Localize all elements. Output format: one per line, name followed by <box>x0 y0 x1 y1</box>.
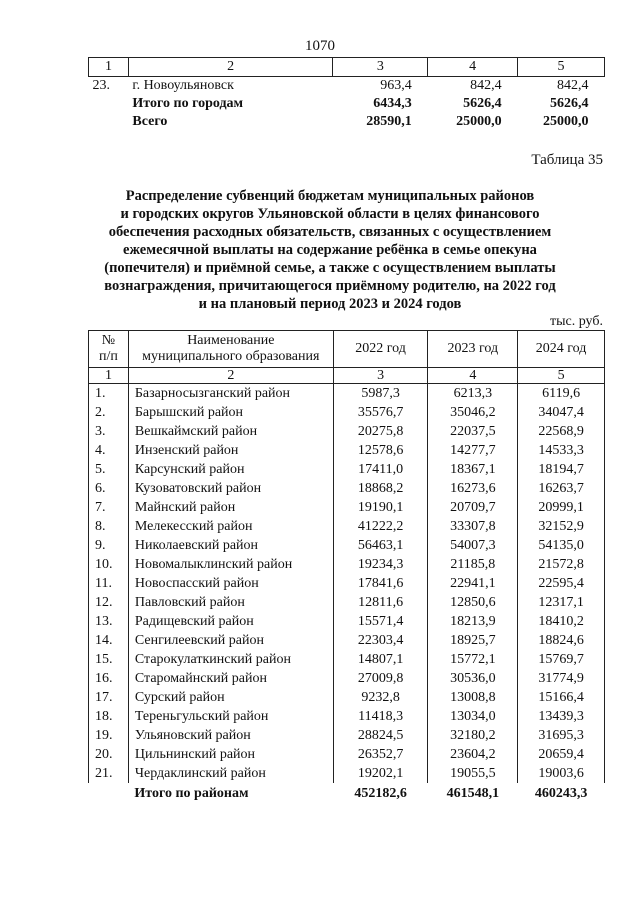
row-value-2024: 14533,3 <box>518 441 605 460</box>
row-value-2024: 12317,1 <box>518 593 605 612</box>
table-row <box>89 612 605 631</box>
table-row <box>89 574 605 593</box>
table-row <box>89 764 605 783</box>
row-value-2023: 35046,2 <box>428 403 518 422</box>
row-name: Карсунский район <box>128 460 333 479</box>
row-value-2023: 6213,3 <box>428 384 518 404</box>
row-index: 18. <box>89 707 129 726</box>
row-index: 19. <box>89 726 129 745</box>
row-value-2022: 963,4 <box>380 78 412 93</box>
row-value-2024: 18194,7 <box>518 460 605 479</box>
row-value-2023: 20709,7 <box>428 498 518 517</box>
title-line: обеспечения расходных обязательств, связанных с осуществлением <box>108 224 552 240</box>
row-name: Базарносызганский район <box>128 384 333 404</box>
row-value-2022: 35576,7 <box>333 403 428 422</box>
table-title <box>95 187 565 313</box>
row-value-2024: 6119,6 <box>518 384 605 404</box>
row-value-2023: 13008,8 <box>428 688 518 707</box>
row-value-2023: 54007,3 <box>428 536 518 555</box>
row-name: Мелекесский район <box>128 517 333 536</box>
row-name: Старомайнский район <box>128 669 333 688</box>
row-name: Майнский район <box>128 498 333 517</box>
row-value-2023: 25000,0 <box>456 114 502 129</box>
col-number-4: 4 <box>428 368 518 384</box>
row-value-2024: 18410,2 <box>518 612 605 631</box>
row-value-2022: 6434,3 <box>373 96 412 111</box>
row-value-2023: 19055,5 <box>428 764 518 783</box>
row-value-2024: 34047,4 <box>518 403 605 422</box>
row-name: Итого по районам <box>134 786 249 801</box>
row-index: 10. <box>89 555 129 574</box>
table-row <box>89 536 605 555</box>
header-number <box>89 331 129 368</box>
row-index <box>89 113 129 131</box>
row-value-2022: 17411,0 <box>333 460 428 479</box>
col-number-4: 4 <box>428 58 518 77</box>
table-row <box>89 555 605 574</box>
col-number-3: 3 <box>333 368 428 384</box>
row-value-2024: 21572,8 <box>518 555 605 574</box>
table-header <box>89 331 605 368</box>
row-value-2022: 12811,6 <box>333 593 428 612</box>
table-row <box>89 441 605 460</box>
row-name: Новоспасский район <box>128 574 333 593</box>
row-value-2023: 18213,9 <box>428 612 518 631</box>
table-row <box>89 77 605 96</box>
row-value-2022: 26352,7 <box>333 745 428 764</box>
row-value-2023: 22941,1 <box>428 574 518 593</box>
table-row <box>89 403 605 422</box>
header-number-line1: № <box>101 333 116 348</box>
row-value-2023: 16273,6 <box>428 479 518 498</box>
row-index: 15. <box>89 650 129 669</box>
row-value-2022: 41222,2 <box>333 517 428 536</box>
row-value-2023: 461548,1 <box>446 786 500 801</box>
row-value-2022: 19190,1 <box>333 498 428 517</box>
row-index: 16. <box>89 669 129 688</box>
subventions-table <box>88 330 605 805</box>
row-value-2023: 13034,0 <box>428 707 518 726</box>
table-row-subtotal <box>89 95 605 113</box>
table-row <box>89 479 605 498</box>
row-value-2024: 54135,0 <box>518 536 605 555</box>
col-number-1: 1 <box>89 58 129 77</box>
row-value-2023: 18925,7 <box>428 631 518 650</box>
continued-table-header <box>89 58 605 77</box>
row-index: 8. <box>89 517 129 536</box>
row-value-2022: 22303,4 <box>333 631 428 650</box>
row-value-2023: 23604,2 <box>428 745 518 764</box>
table-row <box>89 422 605 441</box>
row-value-2024: 31774,9 <box>518 669 605 688</box>
unit-label: тыс. руб. <box>550 314 603 329</box>
row-value-2024: 22595,4 <box>518 574 605 593</box>
row-value-2022: 19202,1 <box>333 764 428 783</box>
row-value-2024: 460243,3 <box>534 786 588 801</box>
row-name: Ульяновский район <box>128 726 333 745</box>
row-value-2022: 5987,3 <box>333 384 428 404</box>
title-line: (попечителя) и приёмной семье, а также с осуществлением выплаты <box>104 260 556 276</box>
header-number-line2: п/п <box>99 349 118 364</box>
row-name: Всего <box>132 114 168 129</box>
row-value-2023: 21185,8 <box>428 555 518 574</box>
row-value-2022: 56463,1 <box>333 536 428 555</box>
row-value-2022: 28590,1 <box>366 114 412 129</box>
row-value-2022: 19234,3 <box>333 555 428 574</box>
row-name: Инзенский район <box>128 441 333 460</box>
table-row-total <box>89 783 605 805</box>
row-value-2023: 842,4 <box>470 78 502 93</box>
row-value-2024: 22568,9 <box>518 422 605 441</box>
row-index: 14. <box>89 631 129 650</box>
table-body <box>89 384 605 784</box>
row-value-2023: 14277,7 <box>428 441 518 460</box>
table-row <box>89 688 605 707</box>
header-year-2023: 2023 год <box>428 331 518 368</box>
row-index: 4. <box>89 441 129 460</box>
row-name: Новомалыклинский район <box>128 555 333 574</box>
header-name-line1: Наименование <box>187 333 275 348</box>
table-row <box>89 498 605 517</box>
row-name: Тереньгульский район <box>128 707 333 726</box>
title-line: ежемесячной выплаты на содержание ребёнка в семье опекуна <box>123 242 537 258</box>
row-name: Сенгилеевский район <box>128 631 333 650</box>
row-name: г. Новоульяновск <box>132 78 234 93</box>
row-index: 12. <box>89 593 129 612</box>
row-name: Вешкаймский район <box>128 422 333 441</box>
row-value-2024: 842,4 <box>557 78 589 93</box>
col-number-2: 2 <box>128 368 333 384</box>
row-name: Барышский район <box>128 403 333 422</box>
title-line: и на плановый период 2023 и 2024 годов <box>198 296 462 312</box>
row-name: Радищевский район <box>128 612 333 631</box>
row-value-2024: 31695,3 <box>518 726 605 745</box>
col-number-5: 5 <box>518 58 605 77</box>
row-value-2024: 5626,4 <box>550 96 589 111</box>
row-value-2022: 17841,6 <box>333 574 428 593</box>
row-value-2022: 14807,1 <box>333 650 428 669</box>
table-row <box>89 745 605 764</box>
row-index: 23. <box>92 78 110 93</box>
col-number-3: 3 <box>333 58 428 77</box>
table-row <box>89 593 605 612</box>
continued-table <box>88 57 605 131</box>
col-number-2: 2 <box>128 58 333 77</box>
row-value-2024: 19003,6 <box>518 764 605 783</box>
row-value-2024: 18824,6 <box>518 631 605 650</box>
header-year-2022: 2022 год <box>333 331 428 368</box>
table-row <box>89 517 605 536</box>
row-value-2023: 12850,6 <box>428 593 518 612</box>
row-value-2023: 15772,1 <box>428 650 518 669</box>
row-value-2022: 9232,8 <box>333 688 428 707</box>
row-index: 5. <box>89 460 129 479</box>
row-value-2024: 32152,9 <box>518 517 605 536</box>
row-value-2022: 12578,6 <box>333 441 428 460</box>
row-index <box>89 783 129 805</box>
table-row-grand-total <box>89 113 605 131</box>
row-value-2023: 32180,2 <box>428 726 518 745</box>
row-index: 1. <box>89 384 129 404</box>
row-value-2024: 20659,4 <box>518 745 605 764</box>
title-line: вознаграждения, причитающегося приёмному родителю, на 2022 год <box>104 278 556 294</box>
row-name: Кузоватовский район <box>128 479 333 498</box>
row-index: 3. <box>89 422 129 441</box>
row-index: 2. <box>89 403 129 422</box>
row-value-2022: 15571,4 <box>333 612 428 631</box>
row-index: 7. <box>89 498 129 517</box>
row-value-2022: 452182,6 <box>354 786 407 801</box>
row-name: Старокулаткинский район <box>128 650 333 669</box>
row-index: 20. <box>89 745 129 764</box>
row-index: 21. <box>89 764 129 783</box>
header-year-2024: 2024 год <box>518 331 605 368</box>
row-value-2023: 5626,4 <box>463 96 502 111</box>
row-value-2024: 15769,7 <box>518 650 605 669</box>
table-row <box>89 631 605 650</box>
row-value-2023: 30536,0 <box>428 669 518 688</box>
row-index: 13. <box>89 612 129 631</box>
row-name: Николаевский район <box>128 536 333 555</box>
row-value-2022: 27009,8 <box>333 669 428 688</box>
col-number-1: 1 <box>89 368 129 384</box>
column-numbers-row <box>89 368 605 384</box>
row-name: Цильнинский район <box>128 745 333 764</box>
row-value-2024: 20999,1 <box>518 498 605 517</box>
row-value-2022: 11418,3 <box>333 707 428 726</box>
page-number: 1070 <box>305 38 335 54</box>
row-index: 6. <box>89 479 129 498</box>
row-index: 17. <box>89 688 129 707</box>
row-name: Чердаклинский район <box>128 764 333 783</box>
row-name: Сурский район <box>128 688 333 707</box>
row-value-2023: 18367,1 <box>428 460 518 479</box>
row-index <box>89 95 129 113</box>
table-row <box>89 460 605 479</box>
title-line: и городских округов Ульяновской области в целях финансового <box>120 206 540 222</box>
row-value-2024: 25000,0 <box>543 114 589 129</box>
row-value-2022: 20275,8 <box>333 422 428 441</box>
row-value-2023: 33307,8 <box>428 517 518 536</box>
title-line: Распределение субвенций бюджетам муниципальных районов <box>125 188 535 204</box>
row-index: 11. <box>89 574 129 593</box>
row-index: 9. <box>89 536 129 555</box>
table-row <box>89 650 605 669</box>
header-name <box>128 331 333 368</box>
row-value-2022: 28824,5 <box>333 726 428 745</box>
row-name: Итого по городам <box>132 96 244 111</box>
table-row <box>89 726 605 745</box>
row-name: Павловский район <box>128 593 333 612</box>
row-value-2024: 13439,3 <box>518 707 605 726</box>
row-value-2022: 18868,2 <box>333 479 428 498</box>
table-label: Таблица 35 <box>531 152 603 168</box>
table-row <box>89 707 605 726</box>
table-row <box>89 669 605 688</box>
header-name-line2: муниципального образования <box>142 349 320 364</box>
row-value-2024: 15166,4 <box>518 688 605 707</box>
table-row <box>89 384 605 404</box>
col-number-5: 5 <box>518 368 605 384</box>
row-value-2023: 22037,5 <box>428 422 518 441</box>
row-value-2024: 16263,7 <box>518 479 605 498</box>
